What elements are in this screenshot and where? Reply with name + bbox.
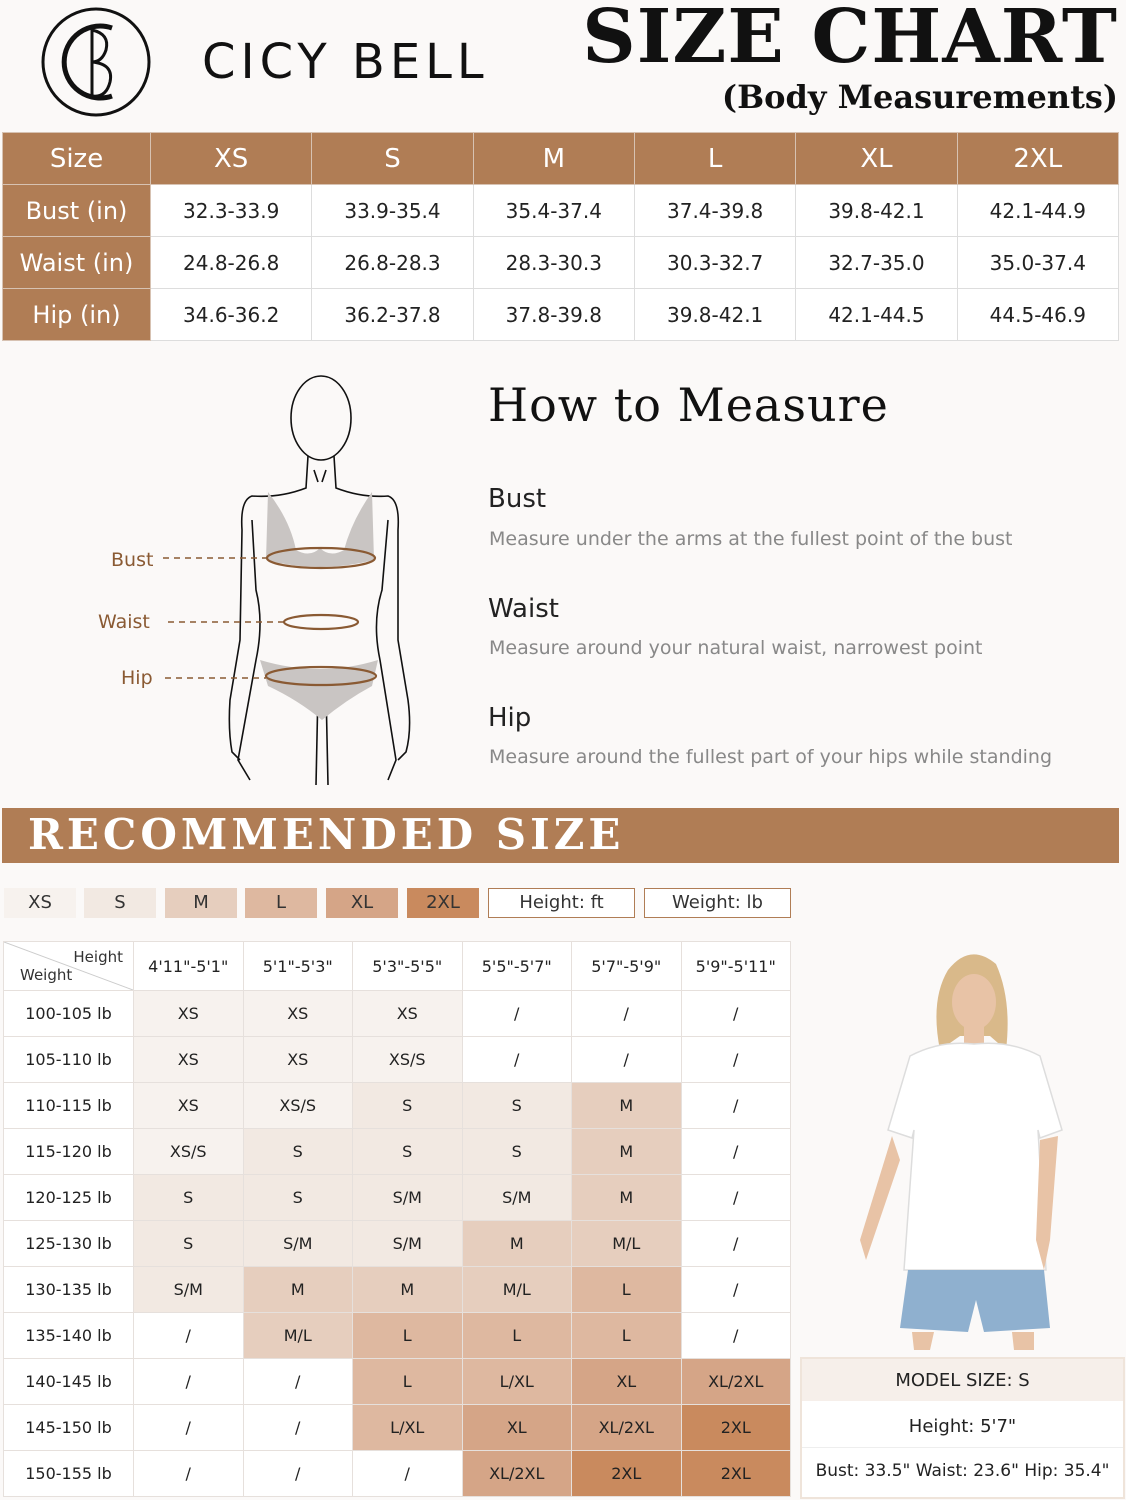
height-header: 4'11"-5'1" [134,942,244,991]
recommended-size-cell: M/L [462,1267,572,1313]
model-size: MODEL SIZE: S [802,1359,1123,1401]
measure-waist-heading: Waist [488,594,559,624]
size-header: Size [3,133,151,185]
size-header: S [312,133,473,185]
recommended-size-cell: / [681,1267,791,1313]
measurement-value: 26.8-28.3 [312,237,473,289]
recommended-size-cell: L [572,1267,682,1313]
weight-row [4,1405,791,1451]
size-header: 2XL [957,133,1118,185]
recommended-size-cell: / [243,1405,353,1451]
body-figure-illustration [90,360,440,790]
recommended-size-cell: XL/2XL [572,1405,682,1451]
recommended-size-cell: S/M [134,1267,244,1313]
recommended-size-cell: L [353,1359,463,1405]
measurement-value: 32.3-33.9 [151,185,312,237]
measurement-value: 35.4-37.4 [473,185,634,237]
weight-label: 150-155 lb [4,1451,134,1497]
measurement-value: 39.8-42.1 [634,289,795,341]
recommended-size-cell: / [243,1359,353,1405]
measure-hip-desc: Measure around the fullest part of your hips while standing [489,746,1053,768]
legend-xs: XS [4,888,76,918]
recommended-size-cell: XS [134,1083,244,1129]
recommended-size-cell: S/M [353,1175,463,1221]
recommended-size-cell: / [681,1221,791,1267]
recommended-size-cell: M [572,1129,682,1175]
recommended-size-cell: M [353,1267,463,1313]
weight-label: 120-125 lb [4,1175,134,1221]
legend-s: S [84,888,156,918]
recommended-size-cell: XS/S [353,1037,463,1083]
recommended-size-cell: L/XL [353,1405,463,1451]
model-height: Height: 5'7" [802,1407,1123,1448]
legend-m: M [165,888,237,918]
measurement-value: 37.8-39.8 [473,289,634,341]
recommended-size-cell: S [353,1129,463,1175]
corner-height-label: Height [73,948,123,966]
size-row [3,237,1119,289]
recommended-size-cell: / [572,991,682,1037]
height-header: 5'9"-5'11" [681,942,791,991]
recommended-size-cell: XS [134,1037,244,1083]
measure-hip-heading: Hip [488,703,532,733]
recommended-size-cell: / [681,1083,791,1129]
measurement-value: 28.3-30.3 [473,237,634,289]
measurement-label: Waist (in) [3,237,151,289]
measurement-value: 30.3-32.7 [634,237,795,289]
measurement-value: 44.5-46.9 [957,289,1118,341]
recommended-size-cell: S [462,1129,572,1175]
measurement-value: 42.1-44.9 [957,185,1118,237]
recommended-size-cell: M [572,1083,682,1129]
legend-2xl: 2XL [407,888,479,918]
weight-row [4,1129,791,1175]
recommended-size-cell: XL [572,1359,682,1405]
measurement-value: 36.2-37.8 [312,289,473,341]
weight-label: 140-145 lb [4,1359,134,1405]
weight-row [4,1175,791,1221]
size-row [3,185,1119,237]
recommended-size-cell: / [134,1313,244,1359]
recommended-size-cell: XS [353,991,463,1037]
weight-label: 130-135 lb [4,1267,134,1313]
legend-l: L [245,888,317,918]
weight-row [4,1451,791,1497]
recommended-size-cell: S/M [462,1175,572,1221]
weight-row [4,1313,791,1359]
recommended-size-cell: XS/S [243,1083,353,1129]
measurement-value: 39.8-42.1 [796,185,957,237]
recommended-size-cell: M [462,1221,572,1267]
recommended-size-cell: / [134,1451,244,1497]
height-header: 5'3"-5'5" [353,942,463,991]
recommended-size-cell: S [462,1083,572,1129]
recommended-size-cell: M/L [572,1221,682,1267]
height-header: 5'7"-5'9" [572,942,682,991]
weight-label: 105-110 lb [4,1037,134,1083]
figure-label-waist: Waist [98,611,150,633]
table-corner-cell [4,942,134,991]
figure-label-bust: Bust [111,549,154,571]
recommended-size-cell: S [134,1175,244,1221]
brand-name: CICY BELL [202,34,489,90]
weight-label: 100-105 lb [4,991,134,1037]
measurement-value: 35.0-37.4 [957,237,1118,289]
recommended-size-cell: XS/S [134,1129,244,1175]
recommended-size-cell: M [572,1175,682,1221]
recommended-title: RECOMMENDED SIZE [28,810,625,859]
measurement-label: Bust (in) [3,185,151,237]
size-header: L [634,133,795,185]
recommended-size-cell: S [243,1175,353,1221]
recommended-size-cell: / [243,1451,353,1497]
size-chart-table [2,132,1119,341]
figure-label-hip: Hip [121,667,153,689]
recommended-size-cell: S/M [243,1221,353,1267]
recommended-size-cell: / [681,1129,791,1175]
recommended-size-cell: 2XL [681,1405,791,1451]
recommended-size-cell: L/XL [462,1359,572,1405]
height-header-row [4,942,791,991]
recommended-size-cell: / [572,1037,682,1083]
page-title: SIZE CHART [582,0,1118,80]
recommended-size-table [3,941,791,1497]
size-header: XL [796,133,957,185]
weight-row [4,1359,791,1405]
recommended-size-cell: / [353,1451,463,1497]
height-header: 5'1"-5'3" [243,942,353,991]
measurement-value: 34.6-36.2 [151,289,312,341]
recommended-size-cell: L [353,1313,463,1359]
brand-logo-icon [40,6,152,118]
measurement-value: 24.8-26.8 [151,237,312,289]
page-subtitle: (Body Measurements) [721,78,1118,116]
recommended-size-cell: S/M [353,1221,463,1267]
recommended-size-cell: M [243,1267,353,1313]
height-header: 5'5"-5'7" [462,942,572,991]
recommended-size-cell: / [681,1175,791,1221]
measurement-label: Hip (in) [3,289,151,341]
corner-weight-label: Weight [20,966,73,984]
recommended-size-cell: XL [462,1405,572,1451]
measure-bust-desc: Measure under the arms at the fullest point of the bust [489,528,1013,550]
recommended-size-cell: S [134,1221,244,1267]
weight-row [4,991,791,1037]
weight-row [4,1083,791,1129]
weight-row [4,1037,791,1083]
legend-height-unit: Height: ft [488,888,635,918]
recommended-size-cell: S [243,1129,353,1175]
weight-row [4,1221,791,1267]
measure-bust-heading: Bust [488,484,547,514]
weight-label: 110-115 lb [4,1083,134,1129]
recommended-size-cell: XS [134,991,244,1037]
recommended-size-cell: / [134,1359,244,1405]
recommended-size-cell: 2XL [572,1451,682,1497]
legend-weight-unit: Weight: lb [644,888,791,918]
model-photo [800,940,1120,1350]
legend-xl: XL [326,888,398,918]
recommended-size-cell: XS [243,991,353,1037]
recommended-size-cell: XL/2XL [681,1359,791,1405]
size-header: XS [151,133,312,185]
size-header: M [473,133,634,185]
model-measurements: Bust: 33.5" Waist: 23.6" Hip: 35.4" [815,1461,1110,1481]
recommended-size-cell: XL/2XL [462,1451,572,1497]
size-header-row [3,133,1119,185]
measurement-value: 37.4-39.8 [634,185,795,237]
weight-label: 125-130 lb [4,1221,134,1267]
weight-label: 115-120 lb [4,1129,134,1175]
recommended-size-cell: 2XL [681,1451,791,1497]
how-to-measure-title: How to Measure [488,378,889,432]
recommended-size-cell: M/L [243,1313,353,1359]
recommended-size-cell: S [353,1083,463,1129]
measurement-value: 33.9-35.4 [312,185,473,237]
measurement-value: 32.7-35.0 [796,237,957,289]
measure-waist-desc: Measure around your natural waist, narrowest point [489,637,983,659]
recommended-size-cell: / [681,1313,791,1359]
recommended-size-cell: / [462,1037,572,1083]
weight-label: 135-140 lb [4,1313,134,1359]
recommended-size-cell: L [572,1313,682,1359]
recommended-size-cell: / [134,1405,244,1451]
weight-row [4,1267,791,1313]
recommended-size-cell: L [462,1313,572,1359]
weight-label: 145-150 lb [4,1405,134,1451]
recommended-size-cell: / [462,991,572,1037]
model-info-box [800,1357,1125,1499]
size-row [3,289,1119,341]
recommended-size-cell: / [681,991,791,1037]
recommended-size-cell: XS [243,1037,353,1083]
measurement-value: 42.1-44.5 [796,289,957,341]
recommended-size-cell: / [681,1037,791,1083]
